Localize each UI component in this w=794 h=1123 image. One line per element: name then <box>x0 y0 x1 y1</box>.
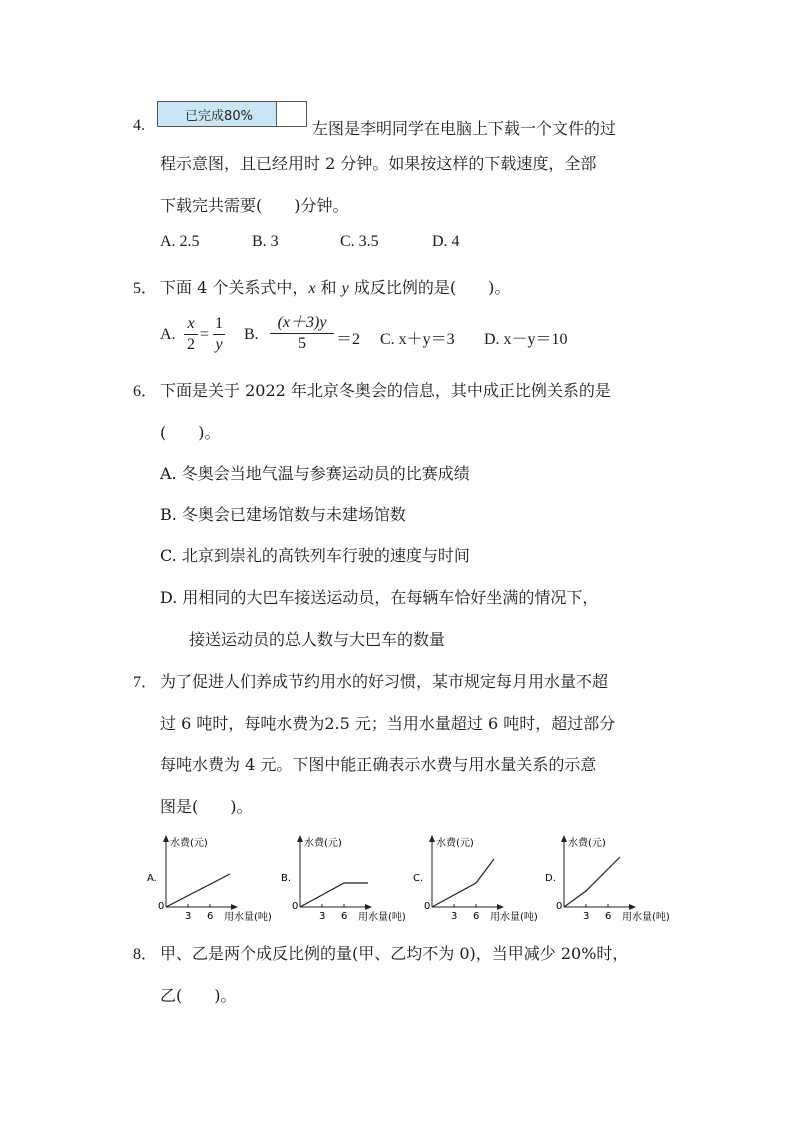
q6-number: 6． <box>133 383 158 400</box>
q5-var-x: x <box>308 280 316 297</box>
graph-d-label: D. <box>545 873 556 884</box>
graph-d <box>540 833 680 929</box>
graph-a-tick-6: 6 <box>207 911 214 922</box>
q6-option-b: B. 冬奥会已建场馆数与未建场馆数 <box>160 505 406 524</box>
q4-stem-line3: 下载完共需要( )分钟。 <box>160 196 349 215</box>
graph-b-origin: 0 <box>292 901 299 912</box>
progress-label: 已完成80% <box>185 109 253 124</box>
q5-b-num: (x＋3)y <box>277 314 327 331</box>
q4-stem-line1: 左图是李明同学在电脑上下载一个文件的过 <box>312 119 617 138</box>
q7-stem-line1: 为了促进人们养成节约用水的好习惯，某市规定每月用水量不超 <box>160 672 609 691</box>
q7-stem-line4: 图是( )。 <box>160 797 253 816</box>
q8-number: 8． <box>133 946 158 963</box>
graph-d-tick-3: 3 <box>583 911 590 922</box>
download-progress-bar <box>157 101 307 127</box>
q7-number: 7． <box>133 674 158 691</box>
q5-b-rhs: ＝2 <box>336 331 361 348</box>
q4-option-c: C. 3.5 <box>340 233 379 250</box>
q5-option-a-label: A. <box>160 326 176 343</box>
q5-a-equals: = <box>200 326 210 343</box>
q4-option-d: D. 4 <box>432 233 460 250</box>
q5-option-b-label: B. <box>244 326 259 343</box>
q4-option-a: A. 2.5 <box>160 233 200 250</box>
graph-c-tick-6: 6 <box>473 911 480 922</box>
graph-c-tick-3: 3 <box>451 911 458 922</box>
q7-stem-line2: 过 6 吨时，每吨水费为2.5 元；当用水量超过 6 吨时，超过部分 <box>160 714 616 733</box>
graph-b-tick-6: 6 <box>341 911 348 922</box>
q5-number: 5． <box>133 280 158 297</box>
graph-a-label: A. <box>147 873 157 884</box>
graph-b <box>276 833 416 929</box>
q6-option-c: C. 北京到崇礼的高铁列车行驶的速度与时间 <box>160 546 470 565</box>
q6-option-d-line2: 接送运动员的总人数与大巴车的数量 <box>189 630 446 649</box>
graph-a <box>142 833 282 929</box>
q5-a-den2: y <box>215 336 223 353</box>
graph-c-label: C. <box>413 873 424 884</box>
q4-stem-line2: 程示意图，且已经用时 2 分钟。如果按这样的下载速度，全部 <box>160 154 597 173</box>
graph-a-xlabel: 用水量(吨) <box>224 912 272 923</box>
q5-b-den: 5 <box>298 335 306 352</box>
graph-c-ylabel: 水费(元) <box>436 838 474 849</box>
graph-c <box>408 833 548 929</box>
q5-stem-post: 成反比例的是( )。 <box>348 278 511 297</box>
q7-stem-line3: 每吨水费为 4 元。下图中能正确表示水费与用水量关系的示意 <box>160 755 597 774</box>
graph-a-ylabel: 水费(元) <box>170 838 208 849</box>
q5-option-a-fraction-right <box>213 314 225 355</box>
graph-a-tick-3: 3 <box>185 911 192 922</box>
q5-a-den1: 2 <box>187 336 195 353</box>
q5-a-num1: x <box>187 315 195 332</box>
q5-option-b-fraction <box>270 313 334 354</box>
q8-stem-line1: 甲、乙是两个成反比例的量(甲、乙均不为 0)，当甲减少 20%时， <box>160 944 629 963</box>
graph-a-origin: 0 <box>158 901 165 912</box>
graph-d-tick-6: 6 <box>605 911 612 922</box>
q4-number: 4. <box>133 117 145 134</box>
graph-c-origin: 0 <box>424 901 431 912</box>
q5-a-num2: 1 <box>215 315 223 332</box>
q6-option-d-line1: D. 用相同的大巴车接送运动员，在每辆车恰好坐满的情况下， <box>160 588 599 607</box>
q5-stem-pre: 下面 4 个关系式中， <box>160 278 309 297</box>
graph-c-xlabel: 用水量(吨) <box>490 912 538 923</box>
graph-b-tick-3: 3 <box>319 911 326 922</box>
q5-stem-mid: 和 <box>315 278 342 297</box>
graph-d-ylabel: 水费(元) <box>568 838 606 849</box>
graph-d-xlabel: 用水量(吨) <box>622 912 670 923</box>
q5-var-y: y <box>341 280 349 297</box>
graph-d-origin: 0 <box>556 901 563 912</box>
q8-stem-line2: 乙( )。 <box>160 986 237 1005</box>
graph-b-xlabel: 用水量(吨) <box>358 912 406 923</box>
graph-b-ylabel: 水费(元) <box>304 838 342 849</box>
q6-stem-line2: ( )。 <box>160 423 221 442</box>
q6-stem-line1: 下面是关于 2022 年北京冬奥会的信息，其中成正比例关系的是 <box>160 381 611 400</box>
q5-option-a-fraction-left <box>184 314 198 355</box>
q5-option-d: D. x－y＝10 <box>484 331 568 348</box>
q5-stem <box>160 275 510 298</box>
graph-b-label: B. <box>281 873 292 884</box>
q4-option-b: B. 3 <box>252 233 279 250</box>
q6-option-a: A. 冬奥会当地气温与参赛运动员的比赛成绩 <box>160 464 470 483</box>
q5-option-c: C. x＋y＝3 <box>380 331 455 348</box>
